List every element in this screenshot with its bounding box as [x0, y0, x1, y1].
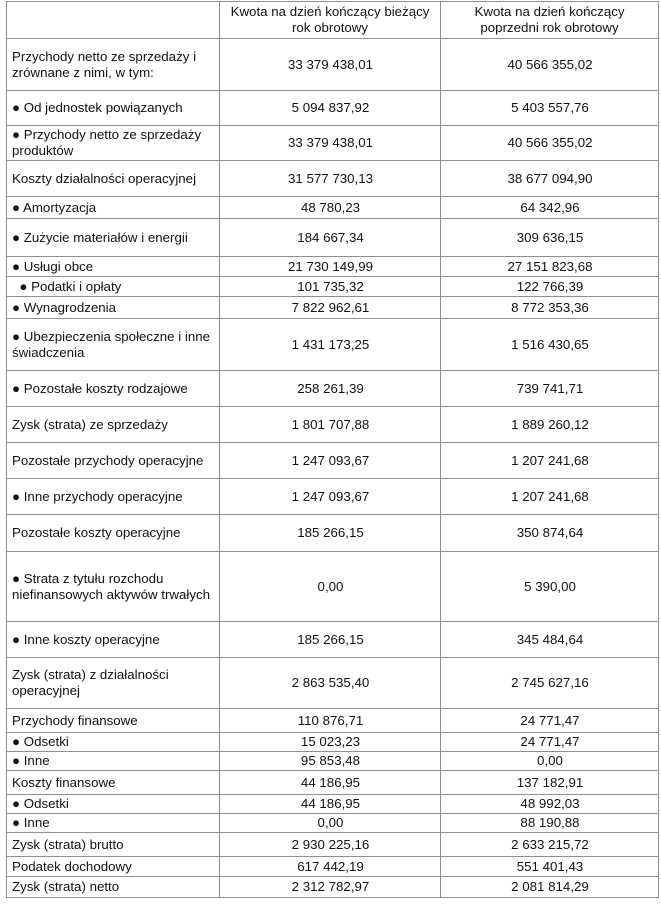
current-year-value: 1 247 093,67	[220, 479, 441, 515]
row-label: Pozostałe koszty operacyjne	[7, 515, 220, 552]
previous-year-value: 1 889 260,12	[441, 407, 659, 443]
previous-year-value: 5 403 557,76	[441, 91, 659, 126]
current-year-value: 258 261,39	[220, 371, 441, 407]
table-row	[7, 371, 659, 407]
table-row	[7, 407, 659, 443]
row-label: ● Amortyzacja	[7, 197, 220, 219]
table-row	[7, 552, 659, 622]
row-label: Zysk (strata) ze sprzedaży	[7, 407, 220, 443]
previous-year-value: 48 992,03	[441, 795, 659, 814]
current-year-value: 0,00	[220, 552, 441, 622]
row-label: Przychody netto ze sprzedaży i zrównane z nimi, w tym:	[7, 39, 220, 91]
row-label: ● Wynagrodzenia	[7, 297, 220, 319]
previous-year-value: 27 151 823,68	[441, 257, 659, 277]
row-label: ● Inne przychody operacyjne	[7, 479, 220, 515]
row-label: Zysk (strata) netto	[7, 877, 220, 898]
previous-year-value: 1 516 430,65	[441, 319, 659, 371]
table-row	[7, 39, 659, 91]
row-label: ● Odsetki	[7, 795, 220, 814]
previous-year-value: 40 566 355,02	[441, 126, 659, 161]
table-row	[7, 833, 659, 857]
current-year-value: 1 247 093,67	[220, 443, 441, 479]
current-year-value: 44 186,95	[220, 771, 441, 795]
previous-year-value: 8 772 353,36	[441, 297, 659, 319]
current-year-value: 101 735,32	[220, 277, 441, 297]
table-row	[7, 91, 659, 126]
row-label: Podatek dochodowy	[7, 857, 220, 877]
table-header-row	[7, 2, 659, 39]
table-row	[7, 857, 659, 877]
previous-year-value: 551 401,43	[441, 857, 659, 877]
table-row	[7, 733, 659, 752]
current-year-value: 33 379 438,01	[220, 126, 441, 161]
previous-year-value: 350 874,64	[441, 515, 659, 552]
row-label: Zysk (strata) brutto	[7, 833, 220, 857]
header-previous-year: Kwota na dzień kończący poprzedni rok obrotowy	[441, 2, 659, 39]
previous-year-value: 122 766,39	[441, 277, 659, 297]
table-row	[7, 479, 659, 515]
row-label: ● Strata z tytułu rozchodu niefinansowych aktywów trwałych	[7, 552, 220, 622]
row-label: ● Przychody netto ze sprzedaży produktów	[7, 126, 220, 161]
table-row	[7, 709, 659, 733]
financial-statement-table	[6, 1, 659, 898]
current-year-value: 2 863 535,40	[220, 658, 441, 709]
current-year-value: 48 780,23	[220, 197, 441, 219]
previous-year-value: 24 771,47	[441, 709, 659, 733]
table-row	[7, 814, 659, 833]
current-year-value: 33 379 438,01	[220, 39, 441, 91]
current-year-value: 31 577 730,13	[220, 161, 441, 197]
row-label: ● Od jednostek powiązanych	[7, 91, 220, 126]
header-current-year: Kwota na dzień kończący bieżący rok obrotowy	[220, 2, 441, 39]
previous-year-value: 2 745 627,16	[441, 658, 659, 709]
table-row	[7, 126, 659, 161]
row-label: ● Inne	[7, 814, 220, 833]
previous-year-value: 0,00	[441, 752, 659, 771]
previous-year-value: 88 190,88	[441, 814, 659, 833]
previous-year-value: 40 566 355,02	[441, 39, 659, 91]
row-label: ● Ubezpieczenia społeczne i inne świadczenia	[7, 319, 220, 371]
table-row	[7, 752, 659, 771]
table-row	[7, 219, 659, 257]
row-label: ● Podatki i opłaty	[7, 277, 220, 297]
current-year-value: 184 667,34	[220, 219, 441, 257]
current-year-value: 617 442,19	[220, 857, 441, 877]
row-label: ● Inne koszty operacyjne	[7, 622, 220, 658]
table-row	[7, 795, 659, 814]
row-label: ● Usługi obce	[7, 257, 220, 277]
current-year-value: 15 023,23	[220, 733, 441, 752]
current-year-value: 5 094 837,92	[220, 91, 441, 126]
previous-year-value: 2 081 814,29	[441, 877, 659, 898]
row-label: Koszty działalności operacyjnej	[7, 161, 220, 197]
previous-year-value: 739 741,71	[441, 371, 659, 407]
previous-year-value: 24 771,47	[441, 733, 659, 752]
previous-year-value: 137 182,91	[441, 771, 659, 795]
previous-year-value: 1 207 241,68	[441, 443, 659, 479]
row-label: ● Pozostałe koszty rodzajowe	[7, 371, 220, 407]
row-label: Przychody finansowe	[7, 709, 220, 733]
table-row	[7, 443, 659, 479]
row-label: Zysk (strata) z działalności operacyjnej	[7, 658, 220, 709]
previous-year-value: 345 484,64	[441, 622, 659, 658]
table-row	[7, 257, 659, 277]
row-label: Pozostałe przychody operacyjne	[7, 443, 220, 479]
current-year-value: 1 801 707,88	[220, 407, 441, 443]
row-label: ● Zużycie materiałów i energii	[7, 219, 220, 257]
table-row	[7, 277, 659, 297]
previous-year-value: 5 390,00	[441, 552, 659, 622]
table-row	[7, 622, 659, 658]
current-year-value: 95 853,48	[220, 752, 441, 771]
table-row	[7, 197, 659, 219]
table-row	[7, 297, 659, 319]
current-year-value: 185 266,15	[220, 515, 441, 552]
current-year-value: 110 876,71	[220, 709, 441, 733]
current-year-value: 2 312 782,97	[220, 877, 441, 898]
previous-year-value: 38 677 094,90	[441, 161, 659, 197]
current-year-value: 44 186,95	[220, 795, 441, 814]
header-blank-cell	[7, 2, 220, 39]
current-year-value: 21 730 149,99	[220, 257, 441, 277]
table-row	[7, 161, 659, 197]
table-row	[7, 319, 659, 371]
previous-year-value: 309 636,15	[441, 219, 659, 257]
current-year-value: 7 822 962,61	[220, 297, 441, 319]
previous-year-value: 2 633 215,72	[441, 833, 659, 857]
current-year-value: 1 431 173,25	[220, 319, 441, 371]
table-row	[7, 515, 659, 552]
current-year-value: 185 266,15	[220, 622, 441, 658]
current-year-value: 2 930 225,16	[220, 833, 441, 857]
table-row	[7, 658, 659, 709]
table-row	[7, 877, 659, 898]
row-label: ● Inne	[7, 752, 220, 771]
previous-year-value: 64 342,96	[441, 197, 659, 219]
table-row	[7, 771, 659, 795]
current-year-value: 0,00	[220, 814, 441, 833]
row-label: ● Odsetki	[7, 733, 220, 752]
row-label: Koszty finansowe	[7, 771, 220, 795]
previous-year-value: 1 207 241,68	[441, 479, 659, 515]
